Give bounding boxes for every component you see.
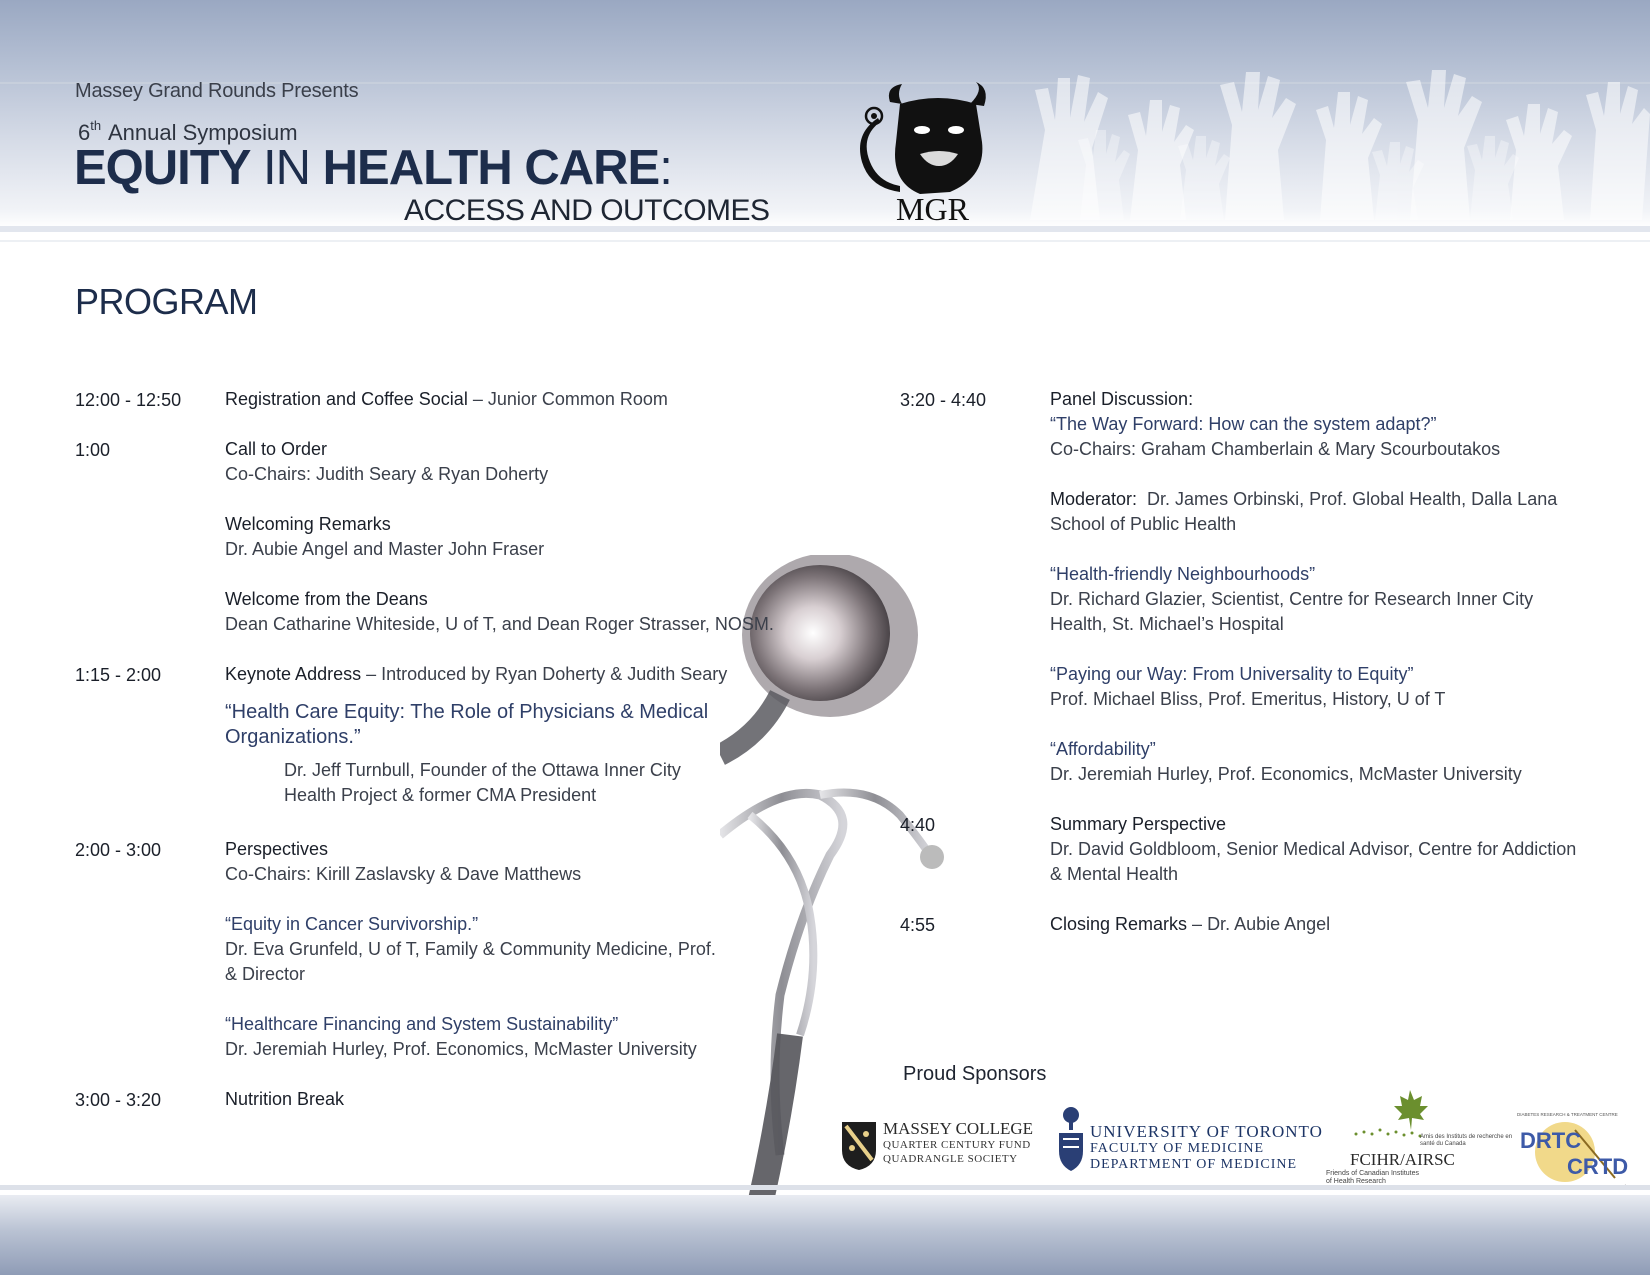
- mgr-logo: [850, 82, 1000, 227]
- event-detail: Co-Chairs: Judith Seary & Ryan Doherty: [225, 464, 549, 484]
- event-summary-perspective: Summary Perspective: [1050, 814, 1227, 834]
- sponsor-massey-society: QUADRANGLE SOCIETY: [883, 1153, 1018, 1165]
- keynote-speaker: Dr. Jeff Turnbull, Founder of the Ottawa Inner City Health Project & former CMA President: [284, 760, 681, 805]
- sponsor-massey-fund: QUARTER CENTURY FUND: [883, 1139, 1031, 1151]
- sponsor-massey-name: MASSEY COLLEGE: [883, 1119, 1034, 1138]
- event-speaker: Dr. Aubie Angel: [1207, 914, 1331, 934]
- event-detail: Co-Chairs: Graham Chamberlain & Mary Scourboutakos: [1050, 439, 1501, 459]
- crtd-text: CRTD: [1567, 1154, 1629, 1179]
- time-slot: 3:00 - 3:20: [75, 1090, 162, 1110]
- panel-title: “The Way Forward: How can the system adapt?”: [1050, 414, 1437, 434]
- sponsor-fcihr-french: Amis des Instituts de recherche en santé du Canada: [1420, 1134, 1513, 1147]
- raised-hands-graphic: [1020, 70, 1650, 220]
- sponsor-fcihr-english: Friends of Canadian Institutes of Health Research: [1326, 1170, 1419, 1185]
- event-welcome-deans: Welcome from the Deans: [225, 589, 428, 609]
- footer-rule: [0, 1185, 1650, 1190]
- talk-title: “Healthcare Financing and System Sustainability”: [225, 1014, 619, 1034]
- sponsor-uoft-name: UNIVERSITY OF TORONTO: [1090, 1122, 1323, 1141]
- event-keynote: [225, 662, 727, 687]
- edition-suffix: th: [90, 118, 102, 133]
- event-title: Closing Remarks: [1050, 914, 1188, 934]
- event-perspectives: Perspectives: [225, 839, 329, 859]
- talk-speaker: Dr. Eva Grunfeld, U of T, Family & Community Medicine, Prof. & Director: [225, 939, 716, 984]
- talk-title: “Affordability”: [1050, 739, 1156, 759]
- massey-shield-icon: [840, 1120, 878, 1172]
- moderator: [1050, 487, 1570, 537]
- title-equity: EQUITY: [74, 141, 251, 195]
- moderator-name: Dr. James Orbinski, Prof. Global Health, Dalla Lana School of Public Health: [1050, 489, 1563, 534]
- time-slot: 12:00 - 12:50: [75, 390, 182, 410]
- header-divider: [0, 226, 1650, 232]
- event-registration: [225, 387, 668, 412]
- time-slot: 4:40: [900, 815, 936, 835]
- drtc-logo: [1515, 1110, 1635, 1192]
- stethoscope-graphic: [720, 555, 1000, 1205]
- event-separator: –: [361, 664, 382, 684]
- title-colon: :: [659, 141, 672, 195]
- time-slot: 2:00 - 3:00: [75, 840, 162, 860]
- header-divider-thin: [0, 240, 1650, 242]
- sponsor-massey: [883, 1120, 1033, 1166]
- event-separator: –: [467, 389, 488, 409]
- talk-title: “Paying our Way: From Universality to Equity”: [1050, 664, 1414, 684]
- event-detail: Dr. Aubie Angel and Master John Fraser: [225, 539, 545, 559]
- event-detail: Dean Catharine Whiteside, U of T, and Dean Roger Strasser, NOSM.: [225, 614, 774, 634]
- title-in: IN: [250, 141, 323, 195]
- talk-speaker: Dr. Jeremiah Hurley, Prof. Economics, McMaster University: [225, 1039, 697, 1059]
- logo-text: MGR: [896, 191, 969, 227]
- sponsor-uoft: [1090, 1123, 1323, 1173]
- page-subtitle: ACCESS AND OUTCOMES: [404, 194, 770, 227]
- event-title: Keynote Address: [225, 664, 362, 684]
- sponsors-heading: Proud Sponsors: [903, 1063, 1047, 1085]
- sponsor-fcihr: FCIHR/AIRSC: [1350, 1150, 1455, 1169]
- presenter-line: Massey Grand Rounds Presents: [75, 80, 359, 102]
- edition-label: Annual Symposium: [108, 120, 298, 145]
- uoft-crest-icon: [1056, 1105, 1086, 1173]
- event-closing-remarks: [1050, 912, 1330, 937]
- talk-speaker: Prof. Michael Bliss, Prof. Emeritus, History, U of T: [1050, 689, 1446, 709]
- event-title: Registration and Coffee Social: [225, 389, 468, 409]
- event-welcoming-remarks: Welcoming Remarks: [225, 514, 391, 534]
- talk-title: “Equity in Cancer Survivorship.”: [225, 914, 479, 934]
- drtc-top-text: DIABETES RESEARCH & TREATMENT CENTRE: [1517, 1112, 1618, 1117]
- moderator-label: Moderator:: [1050, 489, 1138, 509]
- talk-speaker: Dr. Jeremiah Hurley, Prof. Economics, McMaster University: [1050, 764, 1522, 784]
- keynote-quote: “Health Care Equity: The Role of Physicians & Medical Organizations.”: [225, 701, 709, 748]
- event-intro: Introduced by Ryan Doherty & Judith Seary: [381, 664, 728, 684]
- event-separator: –: [1187, 914, 1208, 934]
- event-location: Junior Common Room: [487, 389, 668, 409]
- time-slot: 1:00: [75, 440, 111, 460]
- event-detail: Dr. David Goldbloom, Senior Medical Advisor, Centre for Addiction & Mental Health: [1050, 839, 1577, 884]
- sponsor-uoft-department: DEPARTMENT OF MEDICINE: [1090, 1157, 1298, 1172]
- time-slot: 4:55: [900, 915, 936, 935]
- page-title: [74, 140, 672, 196]
- edition-number: 6: [78, 120, 91, 145]
- talk-title: “Health-friendly Neighbourhoods”: [1050, 564, 1316, 584]
- drtc-text: DRTC: [1520, 1128, 1582, 1153]
- event-panel-discussion: Panel Discussion:: [1050, 389, 1194, 409]
- talk-speaker: Dr. Richard Glazier, Scientist, Centre for Research Inner City Health, St. Michael’s Hospital: [1050, 589, 1534, 634]
- event-detail: Co-Chairs: Kirill Zaslavsky & Dave Matthews: [225, 864, 582, 884]
- event-nutrition-break: Nutrition Break: [225, 1089, 345, 1109]
- title-health-care: HEALTH CARE: [322, 141, 660, 195]
- program-heading: PROGRAM: [75, 281, 258, 322]
- time-slot: 3:20 - 4:40: [900, 390, 987, 410]
- event-call-to-order: Call to Order: [225, 439, 328, 459]
- time-slot: 1:15 - 2:00: [75, 665, 162, 685]
- sponsor-uoft-faculty: FACULTY OF MEDICINE: [1090, 1141, 1265, 1156]
- footer-band: [0, 1195, 1650, 1275]
